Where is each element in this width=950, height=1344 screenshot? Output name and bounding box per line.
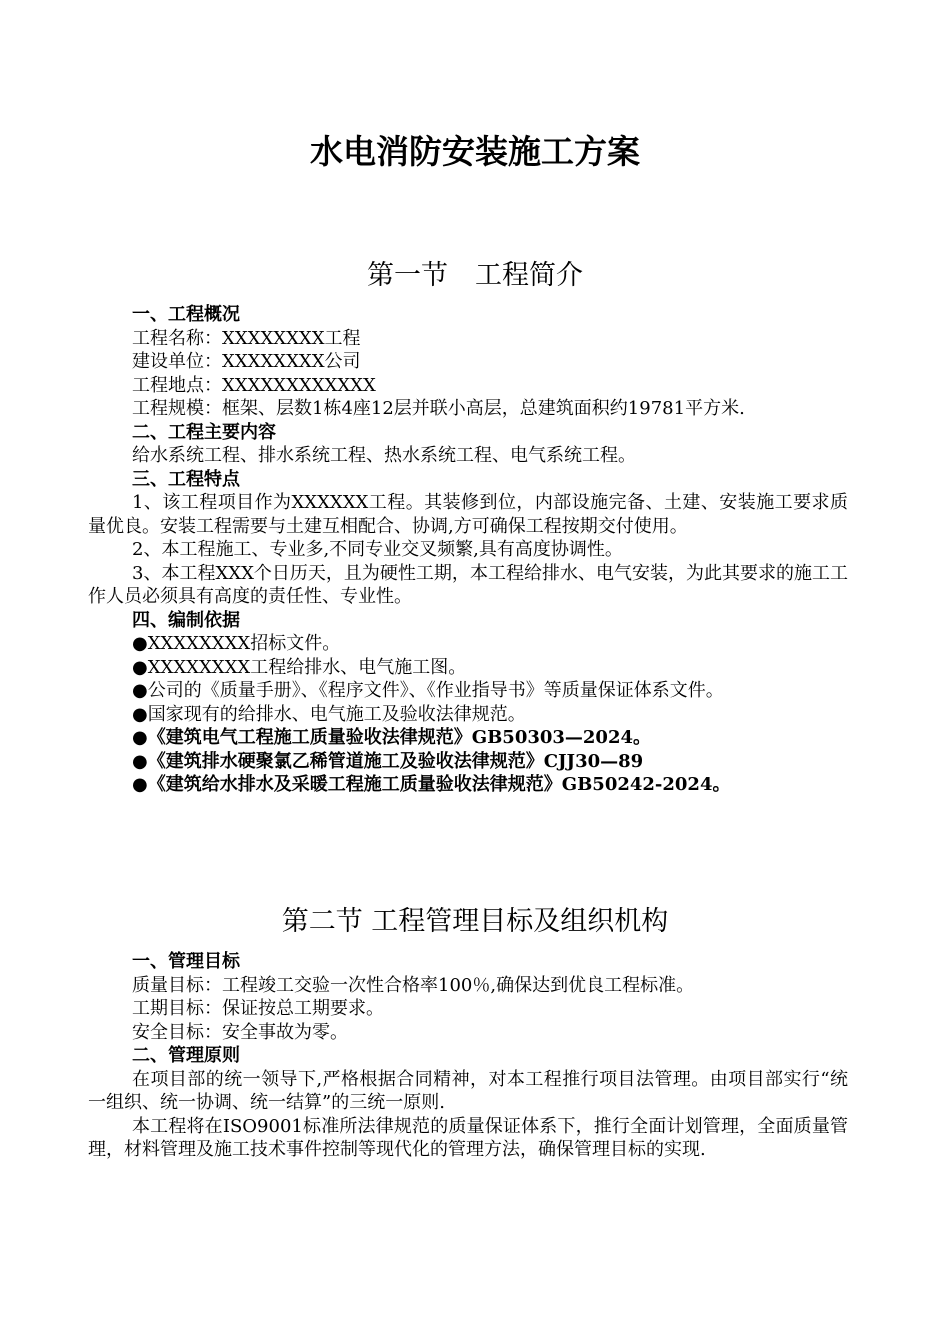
subheading-basis: 四、编制依据	[132, 609, 240, 631]
subheading-features: 三、工程特点	[132, 468, 240, 490]
document-title: 水电消防安装施工方案	[310, 132, 640, 171]
section-2-body	[88, 950, 848, 1162]
safety-goal-line: 安全目标：安全事故为零。	[132, 1021, 348, 1043]
construction-unit-line: 建设单位：XXXXXXXX公司	[132, 351, 361, 372]
basis-item-2: ●XXXXXXXX工程给排水、电气施工图。	[132, 656, 467, 678]
basis-item-1: ●XXXXXXXX招标文件。	[132, 633, 341, 654]
basis-item-7: ●《建筑给水排水及采暖工程施工质量验收法律规范》GB50242-2024。	[132, 774, 731, 795]
principle-paragraph-2: 本工程将在ISO9001标准所法律规范的质量保证体系下，推行全面计划管理，全面质量管理，材料管理及施工技术事件控制等现代化的管理方法，确保管理目标的实现.	[88, 1115, 848, 1160]
section-1-heading: 第一节 工程简介	[367, 260, 583, 291]
feature-paragraph-2: 2、本工程施工、专业多,不同专业交叉频繁,具有高度协调性。	[132, 539, 623, 560]
basis-item-6: ●《建筑排水硬聚氯乙稀管道施工及验收法律规范》CJJ30—89	[132, 750, 644, 772]
basis-item-3: ●公司的《质量手册》、《程序文件》、《作业指导书》等质量保证体系文件。	[132, 680, 724, 701]
subheading-management-goals: 一、管理目标	[132, 951, 240, 972]
main-content-line: 给水系统工程、排水系统工程、热水系统工程、电气系统工程。	[132, 445, 636, 466]
feature-paragraph-3: 3、本工程XXX个日历天，且为硬性工期，本工程给排水、电气安装，为此其要求的施工工作人员必须具有高度的责任性、专业性。	[88, 562, 848, 607]
section-2-heading: 第二节 工程管理目标及组织机构	[281, 906, 669, 937]
section-1-body	[88, 303, 848, 797]
basis-item-4: ●国家现有的给排水、电气施工及验收法律规范。	[132, 703, 526, 725]
subheading-management-principles: 二、管理原则	[132, 1045, 240, 1066]
schedule-goal-line: 工期目标：保证按总工期要求。	[132, 998, 384, 1019]
project-scale-paragraph: 工程规模：框架、层数1栋4座12层并联小高层，总建筑面积约19781平方米.	[132, 398, 745, 419]
basis-item-5: ●《建筑电气工程施工质量验收法律规范》GB50303—2024。	[132, 727, 652, 748]
project-name-line: 工程名称：XXXXXXXX工程	[132, 327, 361, 349]
project-location-line: 工程地点：XXXXXXXXXXXX	[132, 374, 376, 396]
subheading-main-content: 二、工程主要内容	[132, 421, 276, 443]
subheading-project-overview: 一、工程概况	[132, 304, 240, 325]
principle-paragraph-1: 在项目部的统一领导下,严格根据合同精神，对本工程推行项目法管理。由项目部实行“统一组织、统一协调、统一结算”的三统一原则.	[88, 1068, 848, 1113]
quality-goal-line: 质量目标：工程竣工交验一次性合格率100％,确保达到优良工程标准。	[132, 974, 695, 996]
feature-paragraph-1: 1、该工程项目作为XXXXXX工程。其装修到位，内部设施完备、土建、安装施工要求质量优良。安装工程需要与土建互相配合、协调,方可确保工程按期交付使用。	[88, 492, 848, 537]
